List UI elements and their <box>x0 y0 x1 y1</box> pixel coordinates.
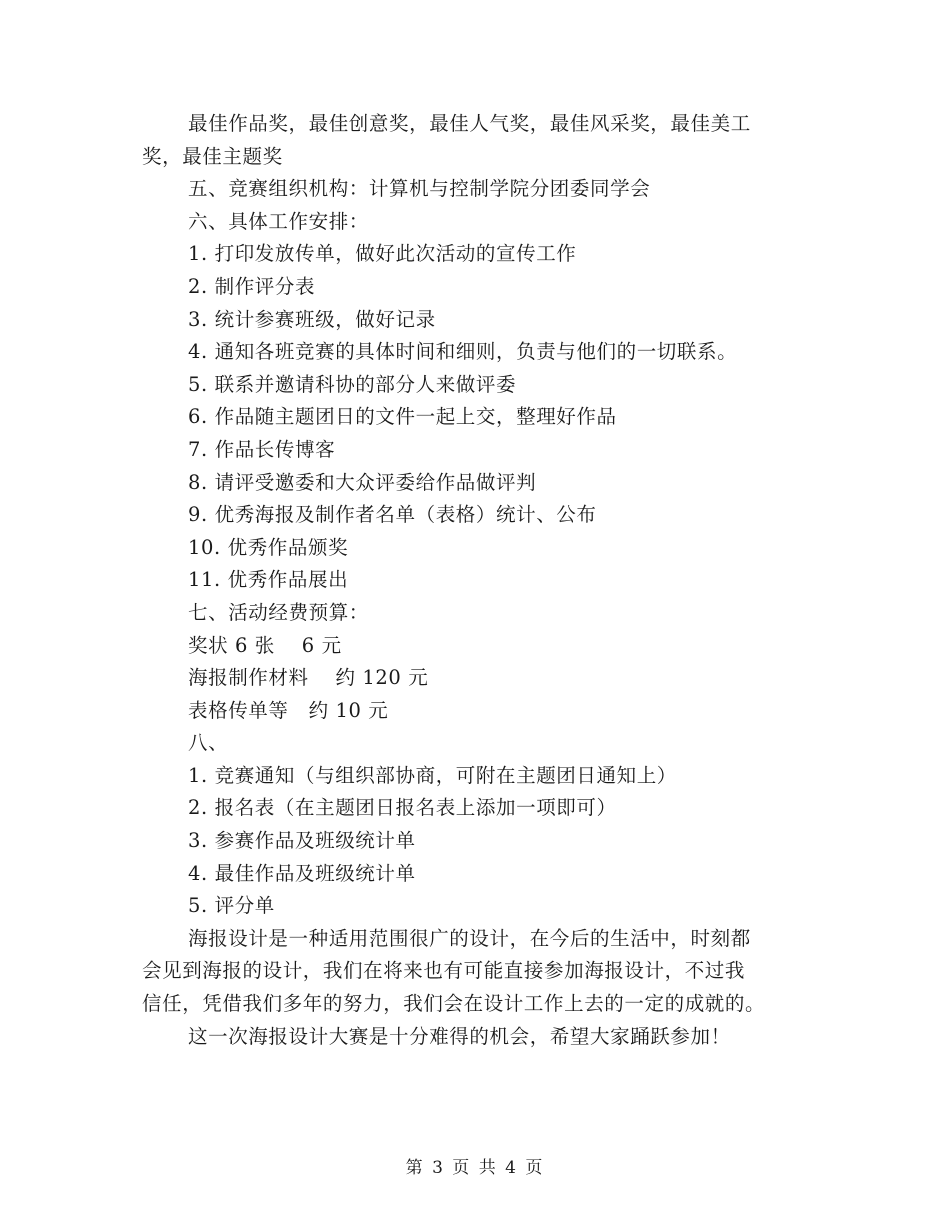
budget-item: 海报制作材料 约 120 元 <box>188 666 429 690</box>
budget-item: 奖状 6 张 6 元 <box>188 633 342 657</box>
text-line: 会见到海报的设计，我们在将来也有可能直接参加海报设计，不过我 <box>142 959 746 983</box>
list-item: 3. 参赛作品及班级统计单 <box>188 829 416 853</box>
list-item: 2. 制作评分表 <box>188 274 316 298</box>
list-item: 5. 联系并邀请科协的部分人来做评委 <box>188 372 517 396</box>
list-item: 9. 优秀海报及制作者名单（表格）统计、公布 <box>188 503 597 527</box>
text-line: 奖，最佳主题奖 <box>142 144 283 168</box>
text-line: 信任，凭借我们多年的努力，我们会在设计工作上去的一定的成就的。 <box>142 992 766 1016</box>
list-item: 5. 评分单 <box>188 894 275 918</box>
list-item: 4. 通知各班竞赛的具体时间和细则，负责与他们的一切联系。 <box>188 340 738 364</box>
section-heading: 七、活动经费预算： <box>188 600 369 624</box>
text-line: 这一次海报设计大赛是十分难得的机会，希望大家踊跃参加！ <box>188 1024 731 1048</box>
list-item: 10. 优秀作品颁奖 <box>188 535 349 559</box>
section-heading: 八、 <box>188 731 229 755</box>
list-item: 1. 打印发放传单，做好此次活动的宣传工作 <box>188 242 577 266</box>
list-item: 8. 请评受邀委和大众评委给作品做评判 <box>188 470 537 494</box>
list-item: 6. 作品随主题团日的文件一起上交，整理好作品 <box>188 405 617 429</box>
budget-item: 表格传单等 约 10 元 <box>188 698 389 722</box>
text-line: 海报设计是一种适用范围很广的设计，在今后的生活中，时刻都 <box>188 926 751 950</box>
text-line: 最佳作品奖，最佳创意奖，最佳人气奖，最佳风采奖，最佳美工 <box>188 112 751 135</box>
list-item: 11. 优秀作品展出 <box>188 568 349 592</box>
list-item: 4. 最佳作品及班级统计单 <box>188 861 416 885</box>
list-item: 3. 统计参赛班级，做好记录 <box>188 307 436 331</box>
document-body <box>142 108 808 1053</box>
page-number-footer: 第 3 页 共 4 页 <box>405 1158 545 1178</box>
section-heading: 六、具体工作安排： <box>188 209 369 233</box>
section-heading: 五、竞赛组织机构：计算机与控制学院分团委同学会 <box>188 177 651 201</box>
list-item: 7. 作品长传博客 <box>188 437 336 461</box>
list-item: 1. 竞赛通知（与组织部协商，可附在主题团日通知上） <box>188 763 677 787</box>
list-item: 2. 报名表（在主题团日报名表上添加一项即可） <box>188 796 617 820</box>
